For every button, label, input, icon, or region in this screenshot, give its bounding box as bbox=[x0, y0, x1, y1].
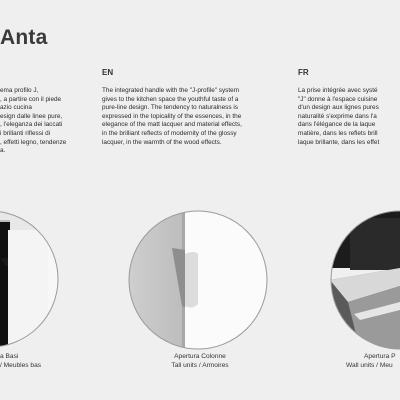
title-text: Anta bbox=[0, 26, 48, 49]
tall-unit-opening-image bbox=[128, 210, 268, 350]
fr-line: laque brillante, dans les effet bbox=[298, 138, 380, 146]
it-line: ema profilo J, bbox=[0, 87, 39, 94]
it-line: , a partire con il piede bbox=[0, 95, 62, 103]
it-line: esign dalle linee pure, bbox=[0, 112, 63, 120]
caption-tall-units bbox=[150, 353, 250, 370]
wall-unit-opening-image bbox=[320, 210, 400, 350]
caption-line: Tall units / Armoires bbox=[171, 361, 229, 369]
en-line: elegance of the matt lacquer and material effects, bbox=[102, 121, 242, 129]
caption-line: Apertura P bbox=[364, 353, 396, 360]
it-line: , l'eleganza dei laccati bbox=[0, 121, 63, 129]
fr-line: matière, dans les reflets brill bbox=[298, 129, 378, 137]
base-unit-opening-image bbox=[0, 210, 60, 348]
fr-line: naturalité s'exprime dans l'a bbox=[298, 112, 377, 120]
text-column-fr bbox=[298, 87, 400, 147]
lang-label-en: EN bbox=[102, 68, 114, 77]
caption-line: / Meubles bas bbox=[0, 361, 42, 369]
caption-line: Wall units / Meu bbox=[346, 361, 393, 369]
caption-wall-units bbox=[346, 353, 400, 370]
fr-line: d'un design aux lignes pures bbox=[298, 104, 379, 112]
fr-line: "J" donne à l'espace cuisine bbox=[298, 95, 378, 103]
en-line: pure-line design. The tendency to naturalness is bbox=[102, 104, 238, 112]
it-line: azio cucina bbox=[0, 104, 32, 112]
en-line: in the brilliant reflects of modernity of the glossy bbox=[102, 129, 237, 137]
fr-line: dans l'élégance de la laque bbox=[298, 121, 376, 129]
en-line: The integrated handle with the "J-profile" system bbox=[102, 87, 240, 94]
it-line: , effetti legno, tendenze bbox=[0, 138, 67, 146]
page-title bbox=[0, 26, 47, 50]
fr-line: La prise intégrée avec systé bbox=[298, 87, 378, 94]
text-column-en bbox=[102, 87, 282, 147]
lang-label-fr: FR bbox=[298, 68, 309, 77]
en-line: gives to the kitchen space the youthful taste of a bbox=[102, 95, 239, 103]
caption-line: Apertura Colonne bbox=[174, 353, 226, 360]
it-line: a. bbox=[0, 147, 6, 155]
text-column-it bbox=[0, 87, 92, 156]
caption-base-units bbox=[0, 353, 44, 370]
caption-line: a Basi bbox=[0, 353, 19, 360]
en-line: expressed in the topicality of the essences, in the bbox=[102, 112, 242, 120]
it-line: i brillanti riflessi di bbox=[0, 129, 51, 137]
en-line: lacquer, in the warmth of the wood effects. bbox=[102, 138, 222, 146]
